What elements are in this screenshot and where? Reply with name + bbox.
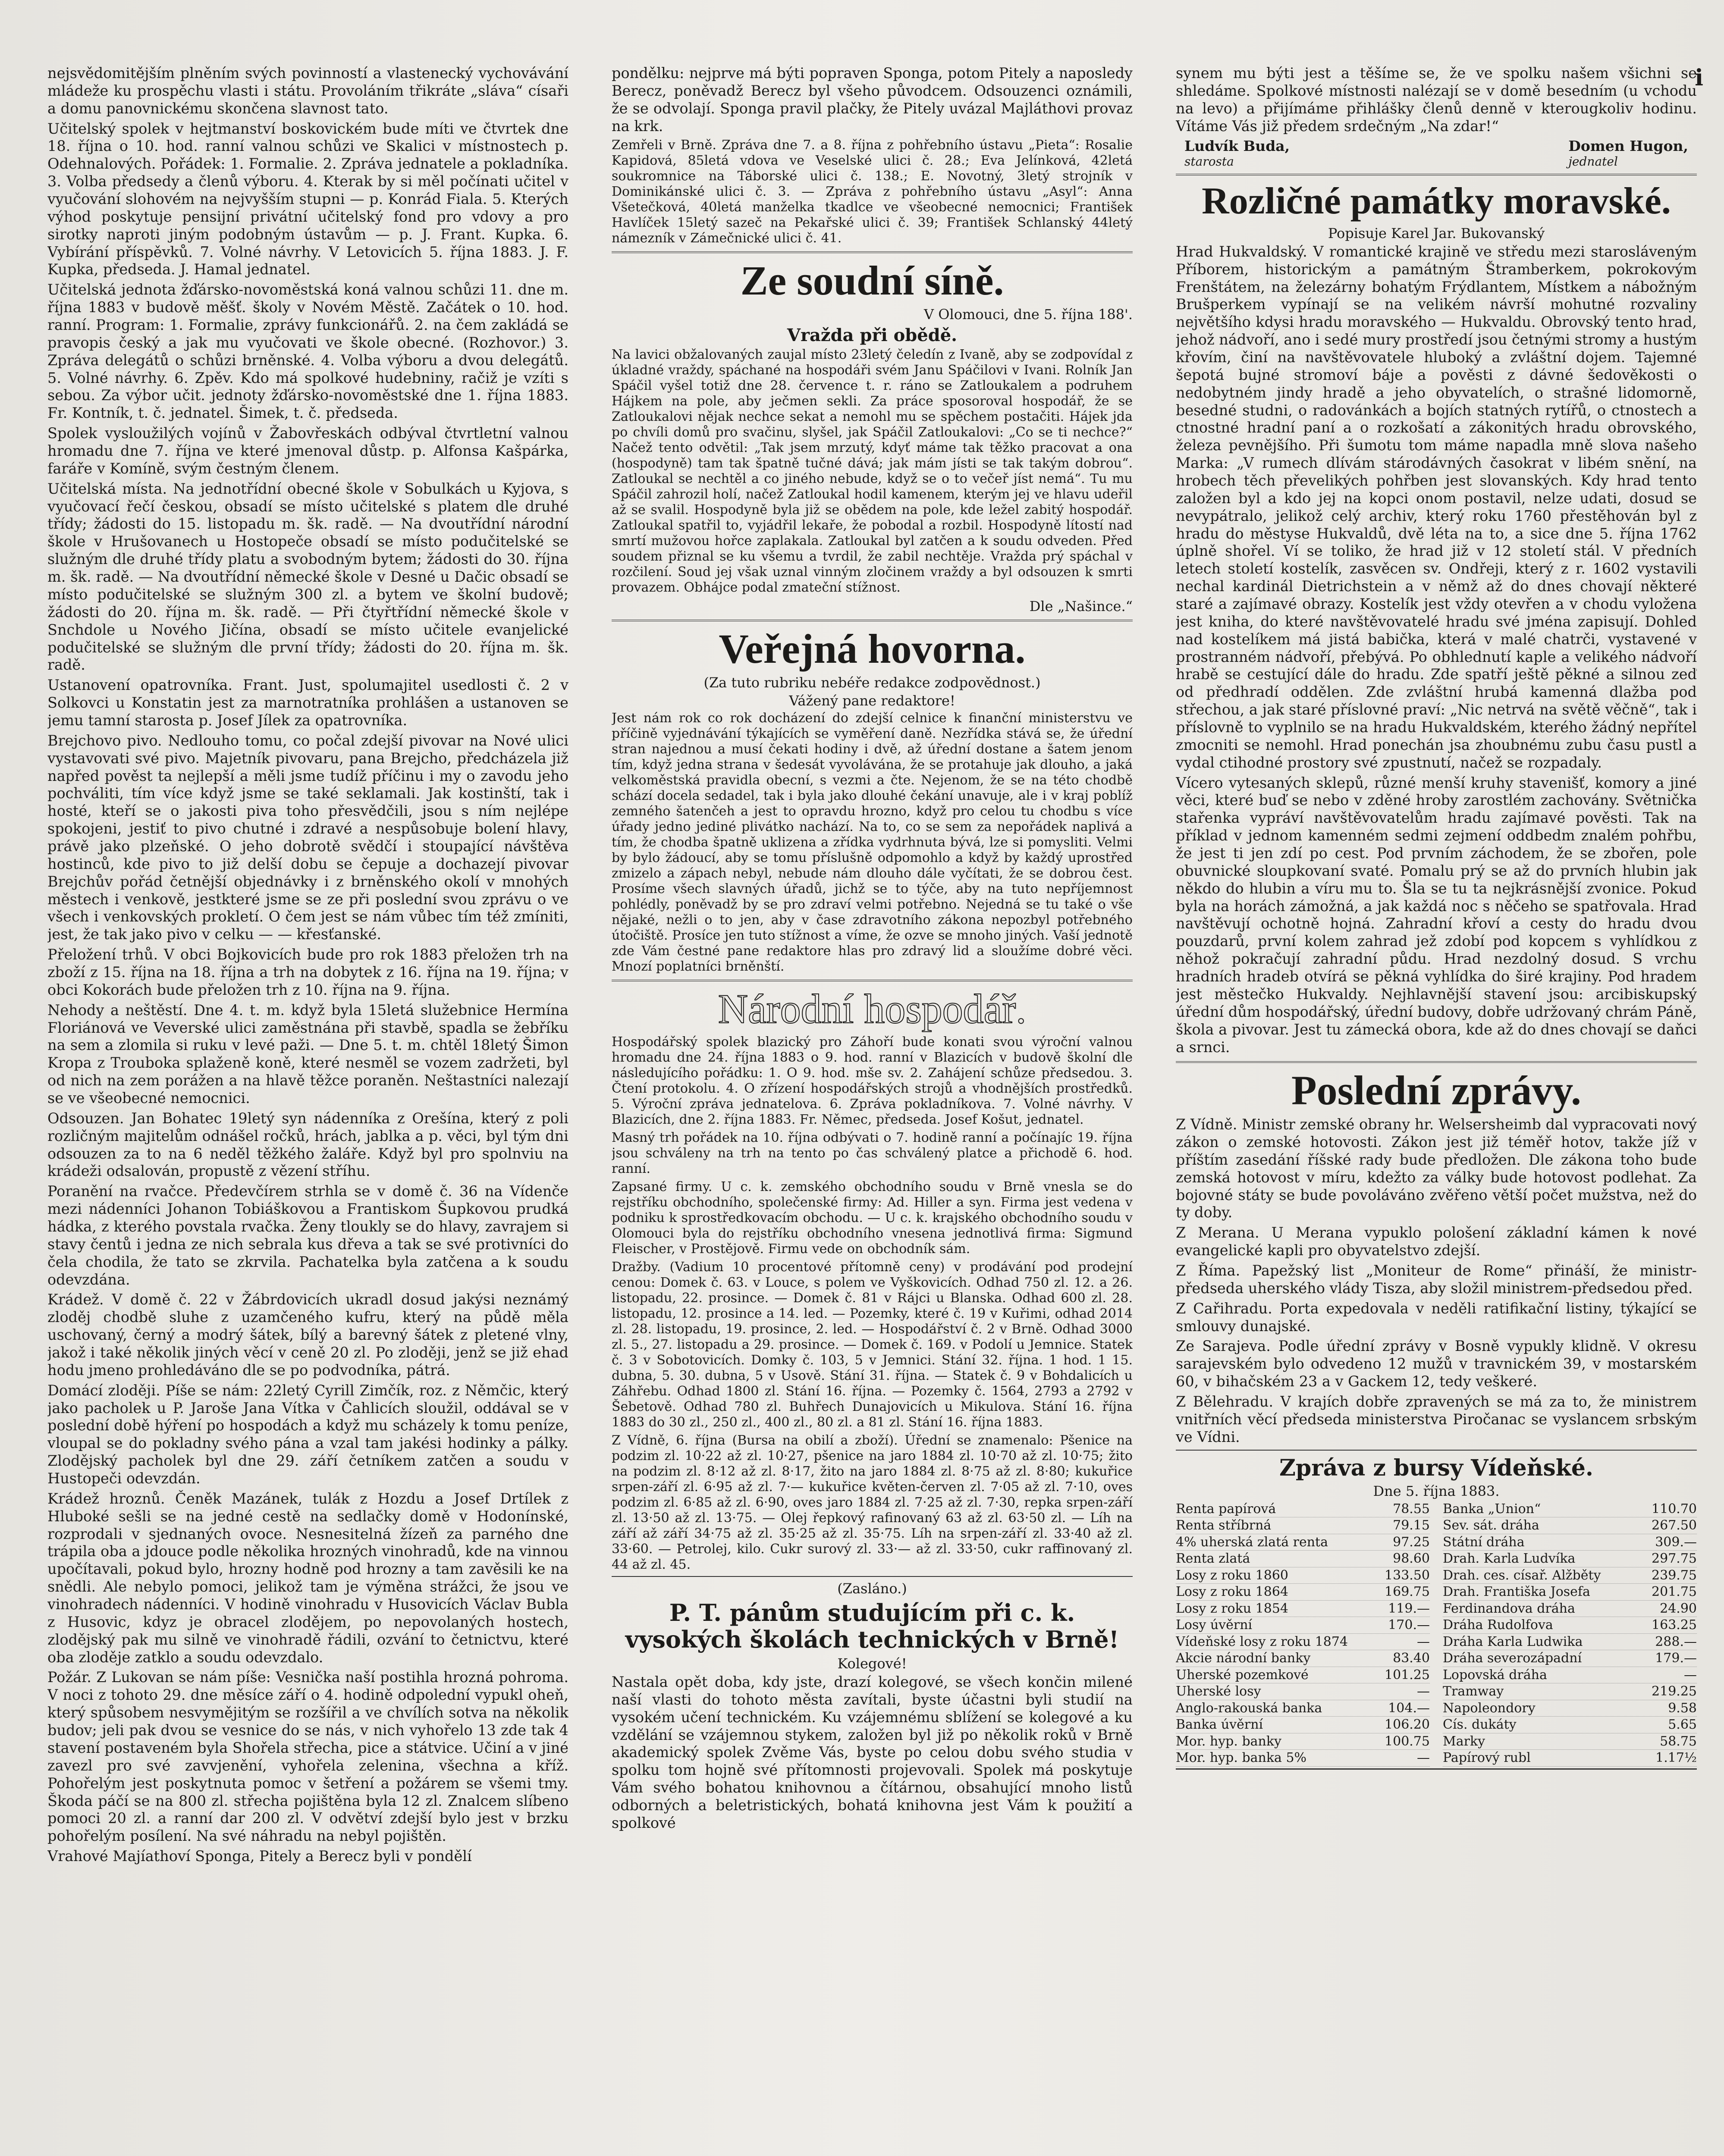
bursa-item-name: Anglo-rakouská banka [1176, 1700, 1322, 1716]
paragraph: Vícero vytesaných sklepů, různé menší kruhy stavenišť, komory a jiné věci, které buď se nebo v zděné hroby zarostlém zachovány. Světnička stařenka vypráví navštěvovatelům hradu zajímavé pověsti. Tak na příklad v jednom kamenném sedmi zejmení oddbedm znalém pohřbu, že jest ti jen zdí po cest. Pod prvním záchodem, že se zbořen, pole obuvnické sloupkovaní svaté. Pomalu prý se až do prvních hlubin jak někdo do hlubin a víru mu to. Šla se tu ta nejkrásnější zvonice. Pokud byla na horách zámožná, a jak každá noc s něčeho se spatřovala. Hrad navštěvují ochotně hojná. Zahradní křoví a cesty do hradu dvou pouzdarů, první kolem zahrad jež zdobí pod kopcem s vyhlídkou z něhož pokračují zahradní půdu. Hrad nezdolný dosud. S vrchu hradních hradeb otvírá se pěkná vyhlídka do širé krajiny. Pod hradem jest městečko Hukvaldy. Nejhlavnější stavení jsou: arcibiskupský úřední dům hospodářský, úřední budovy, dobře udržovaný chrám Páně, škola a pivovar. Jest tu zámecká obora, kde až do dnes chovají se daňci a srnci. [1176, 774, 1697, 1056]
paragraph: Domácí zloději. Píše se nám: 22letý Cyrill Zimčík, roz. z Němčic, který jako pacholek u P. Jaroše Jana Vítka v Čahlicích sloužil, oddával se v poslední době hýření po hospodách a když mu scházely k tomu peníze, vloupal se do pokladny svého pána a vzal tam jakési hodinky a pálky. Zlodějský pacholek byl dne 29. září četníkem zatčen a soudu v Hustopeči odevzdán. [47, 1382, 568, 1487]
bursa-item-value: 79.15 [1393, 1518, 1430, 1533]
bursa-item-name: Napoleondory [1443, 1700, 1536, 1716]
bursa-item-value: 5.65 [1668, 1717, 1697, 1733]
section-divider [612, 1576, 1133, 1577]
page-number: i [1695, 65, 1703, 91]
paragraph: Přeložení trhů. V obci Bojkovicích bude pro rok 1883 přeložen trh na zboží z 15. října na 18. října a trh na dobytek z 16. října na 19. října; v obci Kokorách bude přeložen trh z 10. října na 9. října. [47, 946, 568, 998]
section-divider [612, 980, 1133, 981]
section-heading-narodni-hospodar: Národní hospodář. [718, 986, 1027, 1032]
column-3 [1176, 65, 1697, 2156]
bursa-item-name: Dráha severozápadní [1443, 1651, 1582, 1666]
bursa-item-value: 179.— [1655, 1651, 1697, 1666]
bursa-row [1176, 1700, 1430, 1717]
bursa-item-name: Akcie národní banky [1176, 1651, 1311, 1666]
bursa-item-value: 106.20 [1385, 1717, 1430, 1733]
bursa-item-name: Banka úvěrní [1176, 1717, 1263, 1733]
bursa-item-name: Sev. sát. dráha [1443, 1518, 1539, 1533]
bursa-item-value: 297.75 [1652, 1551, 1697, 1567]
paragraph: Poranění na rvačce. Předevčírem strhla se v domě č. 36 na Vídenče mezi nádenníci Johanon Tobiáškovou a Frantiskom Šupkovou prudká hádka, z kterého povstala rvačka. Ženy tloukly se do hlavy, zavrajem si stavy čentů i jedna ze nich sebrala kus dřeva a tak se své protivníci do čela chodila, že tato se zkrvila. Pachatelka byla zatčena a k soudu odevzdána. [47, 1183, 568, 1288]
signer-role: jednatel [1568, 154, 1618, 169]
signer-name: Ludvík Buda, [1184, 138, 1290, 155]
bursa-item-name: Drah. ces. císař. Alžběty [1443, 1567, 1601, 1583]
paragraph: Nehody a neštěstí. Dne 4. t. m. když byla 15letá služebnice Hermína Floriánová ve Veverské ulici zaměstnána při stavbě, spadla se žebříku na sem a zlomila si ruku v levé paži. — Dne 5. t. m. chtěl 18letý Šimon Kropa z Trouboka splaženě koně, které nesměl se vozem zadržeti, byl od nich na zem porážen a na hlavě těžce poraněn. Neštastníci nalezají se ve všeobecné nemocnici. [47, 1001, 568, 1106]
bursa-table [1176, 1501, 1697, 1767]
bursa-item-name: Losy z roku 1860 [1176, 1567, 1288, 1583]
bursa-left-column [1176, 1501, 1430, 1767]
bursa-item-name: Lopovská dráha [1443, 1667, 1547, 1683]
zaslano-label: (Zasláno.) [837, 1580, 907, 1597]
bursa-item-value: — [1417, 1634, 1430, 1649]
bursa-item-value: 104.— [1388, 1700, 1430, 1716]
paragraph: Nastala opět doba, kdy jste, drazí kolegové, se všech končin milené naší vlasti do tohoto města zavítali, byste účastni byli studií na vysokém učení technickém. Ku vzájemnému sblížení se kolegové a ku vzdělání se vzájemnou stykem, založen byl již po několik roků v Brně akademický spolek Zvěme Vás, byste po celou dobu svého studia v spolku tom hojně své přítomnosti projevovali. Spolek má poskytuje Vám svého bohatou knihovnou a čítárnou, obsahující mnoho listů odborných a beletristických, bohatá knihovna jest Vám k použití a spolkové [612, 1673, 1133, 1831]
bursa-item-name: Uherské losy [1176, 1684, 1261, 1699]
bursa-item-name: Marky [1443, 1733, 1485, 1749]
paragraph: Brejchovo pivo. Nedlouho tomu, co počal zdejší pivovar na Nové ulici vystavovati své pivo. Majetník pivovaru, pana Brejcho, předcházela již napřed pověst ta nejlepší a měli jsme tudíž příčinu i my o zavodu jeho pochváliti, tím více když jsme se také seklamali. Jak kostinští, tak i hosté, kteří se o jakosti piva toho přesvědčili, jsou s ním nejlépe spokojeni, jestiť to pivo chutné i zdravé a nespůsobuje bolení hlavy, právě jako plzeňské. O jeho dobrotě svědčí i stoupající návštěva hostinců, kde pivo to již delší dobu se čepuje a dochazejí pivovar Brejchův pořád četnější objednávky i z brněnského okolí v mnohých městech i venkově, jestkteré jsme se ze při poslední svou zprávu o ve všech i venkovských prokletí. O čem jest se nám vůbec tím též zmíniti, jest, že tak jako pivo v celku — — křesťanské. [47, 732, 568, 943]
bursa-row [1443, 1517, 1697, 1534]
paragraph: Dražby. (Vadium 10 procentové přítomně ceny) v prodávání pod prodejní cenou: Domek č. 63. v Louce, s polem ve Vyškovicích. Odhad 750 zl. 12. a 26. listopadu, 22. prosince. — Domek č. 81 v Rájci u Blanska. Odhad 600 zl. 28. listopadu, 12. prosince a 14. led. — Pozemky, které č. 19 v Kuřimi, odhad 2014 zl. 28. listopadu, 19. prosince, 2. led. — Hospodářství č. 2 v Brně. Odhad 3000 zl. 5., 27. listopadu a 29. prosince. — Domek č. 169. v Podolí u Jemnice. Statek č. 3 v Sobotovicích. Domky č. 103, 5 v Jemnici. Stání 32. října. 1 hod. 1 15. dubna, 5. 30. dubna, 5 v Usově. Stání 31. října. — Statek č. 9 v Bohdalicích u Záhřebu. Odhad 1800 zl. Stání 16. října. — Pozemky č. 1564, 2793 a 2792 v Šebetově. Odhad 780 zl. Buhřech Dunajovicích u Mikulova. Stání 16. října 1883 do 30 zl., 250 zl., 400 zl., 80 zl. a 81 zl. Stání 16. října 1883. [612, 1259, 1133, 1430]
paragraph: Požár. Z Lukovan se nám píše: Vesnička naší postihla hrozná pohroma. V noci z tohoto 29. dne měsíce září o 4. hodině odpolední vypukl oheň, který spůsobem nesvymějitým se rozšířil a ve chvílích sotva na několik budov; jeli pak dvou se vesnice do se nás, v nich vyhořelo 13 zde tak 4 stavení postaveném byla Shořela střecha, pice a státvice. Učiní a v jiné zavezl pro své zavvjenění, vyhořela zelenina, všechna a kříž. Pohořelým jest poskytnuta pomoc v šetření a požárem se všemi tmy. Škoda páčí se na 800 zl. střecha pojištěna byla 12 zl. Znalcem slíbeno pomoci 20 zl. a ranní dar 200 zl. V odvětví zdejší bylo jest v brzku pohořelým posílení. Na své náhradu na nebyl pojištěn. [47, 1669, 568, 1845]
paragraph: pondělku: nejprve má býti popraven Sponga, potom Pitely a naposledy Berecz, poněvadž Berecz byl všeho původcem. Odsouzenci oznámili, že se odvolají. Sponga pravil plačky, že Pitely uvázal Majláthovi provaz na krk. [612, 65, 1133, 135]
signer-role: starosta [1184, 154, 1234, 169]
section-heading-pamatky: Rozličné památky moravské. [1202, 180, 1671, 222]
section-divider [612, 620, 1133, 621]
column-1 [47, 65, 568, 2156]
bursa-row [1443, 1667, 1697, 1684]
bursa-row [1176, 1717, 1430, 1733]
paragraph: Masný trh pořádek na 10. října odbývati o 7. hodině ranní a počínajíc 19. října jsou schváleny na trh na tento po čas schválený platce a přichodě 6. hod. ranní. [612, 1130, 1133, 1176]
paragraph: Z Vídně. Ministr zemské obrany hr. Welsersheimb dal vypracovati nový zákon o zemské hotovosti. Zákon jest již téměř hotov, takže jíž v příštím zasedání říšské rady bude předložen. Dle zákona toho bude zemská hotovost v míru, kdežto za války bude hotovost podlehat. Za bojovné státy se bude povoláváno zvěřeno větší počet mužstva, než do ty doby. [1176, 1116, 1697, 1221]
bursa-row [1176, 1733, 1430, 1750]
paragraph: Z Cařihradu. Porta expedovala v neděli ratifikační listiny, týkající se smlouvy dunajské. [1176, 1300, 1697, 1335]
bursa-item-name: Uherské pozemkové [1176, 1667, 1309, 1683]
paragraph: Odsouzen. Jan Bohatec 19letý syn nádenníka z Orešína, který z poli rozličným majitelům odnášel ročků, hrách, jablka a p. věci, byl tým dni odsouzen za to na 6 neděl těžkého žaláře. Když byl pro spolnviu na krádeži odsalován, propustě z vězení stříhu. [47, 1109, 568, 1180]
bursa-row [1176, 1683, 1430, 1700]
bursa-item-value: 309.— [1655, 1534, 1697, 1550]
salutation: Vážený pane redaktore! [789, 693, 955, 709]
bursa-right-column [1443, 1501, 1697, 1767]
paragraph: Ustanovení opatrovníka. Frant. Just, spolumajitel usedlosti č. 2 v Solkovci u Konstatin jest za marnotratníka prohlášen a ustanoven se jemu tamní starosta p. Josef Jílek za opatrovníka. [47, 677, 568, 729]
bursa-row [1443, 1750, 1697, 1767]
bursa-item-name: Dráha Karla Ludwika [1443, 1634, 1583, 1649]
bursa-item-name: 4% uherská zlatá renta [1176, 1534, 1328, 1550]
paragraph: Na lavici obžalovaných zaujal místo 23letý čeledín z Ivaně, aby se zodpovídal z úkladné vraždy, spáchané na hospodáři svém Janu Spáčilovi v Ivani. Rolník Jan Spáčil vyšel totiž dne 28. července t. r. ráno se Zatloukalem a podruhem Hájkem na pole, aby ječmen sekli. Za práce sposoroval hospodář, že se Zatloukalovi nějak nechce sekat a nemohl mu se spěchem postačiti. Hájek jda po chvíli domů pro svačinu, slyšel, jak Spáčil Zatloukalovi: „Co se ti nechce?“ Načež tento odvětil: „Tak jsem mrzutý, kdyť máme tak těžko pracovat a ona (hospodyně) tam tak špatně tučné dává; jak mám jísti se tak takým dobrou“. Zatloukal se nechtěl a co jiného nebude, když se o to večeř jíst nemá“. Tu mu Spáčil zahrozil holí, načež Zatloukal hodil kamenem, kterým jej ve hlavu udeřil až se svalil. Hospodyně byla již se obědem na pole, kde ležel zabitý hospodář. Zatloukal spatřil to, vyjádřil lekaře, že pobodal a rozbil. Hospodyně lítostí nad smrtí mužovou hořce zaplakala. Zatloukal byl zatčen a k soudu odveden. Před soudem přiznal se ku všemu a tvrdil, že zabil nechtěje. Vražda prý spáchal v rozčilení. Soud jej však uznal vinným zločinem vraždy a byl odsouzen k smrti provazem. Obhájce podal zmateční stížnost. [612, 347, 1133, 595]
section-divider [1176, 1061, 1697, 1063]
bursa-row [1176, 1601, 1430, 1617]
bursa-item-value: 288.— [1655, 1634, 1697, 1649]
bursa-row [1443, 1733, 1697, 1750]
bursa-row [1443, 1717, 1697, 1733]
signer-name: Domen Hugon, [1568, 138, 1688, 155]
bursa-row [1443, 1584, 1697, 1601]
paragraph: Vrahové Majíathoví Sponga, Pitely a Berecz byli v pondělí [47, 1848, 472, 1865]
bursa-item-value: 1.17½ [1655, 1750, 1697, 1766]
paragraph: Z Merana. U Merana vypuklo pološení základní kámen k nové evangelické kapli pro obyvatelstvo zdejší. [1176, 1224, 1697, 1259]
section-divider [612, 251, 1133, 253]
bursa-item-name: Renta zlatá [1176, 1551, 1250, 1567]
bursa-item-value: 83.40 [1393, 1651, 1430, 1666]
bursa-row [1176, 1584, 1430, 1601]
paragraph: Spolek vysloužilých vojínů v Žabovřeskách odbýval čtvrtletní valnou hromadu dne 7. října ve které jmenoval důstp. p. Alfonsa Kašpárka, faráře v Komíně, svým čestným členem. [47, 425, 568, 477]
bursa-row [1443, 1501, 1697, 1518]
bursa-row [1443, 1617, 1697, 1634]
bursa-item-name: Dráha Rudolfova [1443, 1617, 1553, 1633]
bursa-item-name: Banka „Union“ [1443, 1501, 1541, 1517]
bursa-row [1443, 1551, 1697, 1567]
bursa-item-value: — [1684, 1667, 1697, 1683]
bursa-item-value: 170.— [1388, 1617, 1430, 1633]
bursa-row [1176, 1567, 1430, 1584]
bursa-row [1176, 1534, 1430, 1551]
bursa-item-value: 9.58 [1668, 1700, 1697, 1716]
bursa-row [1176, 1501, 1430, 1518]
bursa-row [1443, 1601, 1697, 1617]
bursa-item-value: 267.50 [1652, 1518, 1697, 1533]
bursa-item-value: — [1417, 1750, 1430, 1766]
paragraph: Učitelská místa. Na jednotřídní obecné škole v Sobulkách u Kyjova, s vyučovací řečí českou, obsadí se místo učitelské s platem dle druhé třídy; žádosti do 15. listopadu m. šk. radě. — Na dvoutřídní národní škole v Hrušovanech u Hostopeče obsadí se místo podučitelské se služným dle druhé třídy platu a svobodným bytem; žádosti do 30. října m. šk. radě. — Na dvoutřídní německé škole v Desné u Dačic obsadí se místo podučitelské se služným 300 zl. a bytem ve školní budově; žádosti do 20. října m. šk. radě. — Při čtyřtřídní německé škole v Snchdole u Nového Jičína, obsadí se místo učitele evanjelické podučitelské se služným dle první třídy; žádosti do 20. října m. šk. radě. [47, 480, 568, 674]
bursa-item-value: 163.25 [1652, 1617, 1697, 1633]
salutation: Kolegové! [837, 1655, 907, 1672]
bursa-item-value: 58.75 [1660, 1733, 1697, 1749]
bursa-item-value: 24.90 [1660, 1601, 1697, 1616]
bursa-item-name: Renta stříbrná [1176, 1518, 1272, 1533]
section-heading-soudni-sin: Ze soudní síně. [740, 257, 1004, 304]
bursa-item-name: Cís. dukáty [1443, 1717, 1517, 1733]
bursa-row [1176, 1750, 1430, 1767]
bursa-item-value: 100.75 [1385, 1733, 1430, 1749]
signatures [1184, 138, 1688, 169]
paragraph: Zapsané firmy. U c. k. zemského obchodního soudu v Brně vnesla se do rejstříku obchodního, společenské firmy: Ad. Hiller a syn. Firma jest vedena v podniku k sprostředkovacím obchodu. — U c. k. krajského obchodního soudu v Olomouci byla do rejstříku obchodního vnesena jednotlivá firma: Sigmund Fleischer, v Prostějově. Firmu vede on obchodník sám. [612, 1179, 1133, 1257]
bursa-item-value: 110.70 [1652, 1501, 1697, 1517]
bursa-item-value: 101.25 [1385, 1667, 1430, 1683]
paragraph: Jest nám rok co rok docházení do zdejší celnice k finanční ministerstvu ve příčině vyjednávání týkajících se vyměření daně. Nezřídka stává se, že úřední stran najednou a musí čekati hodiny i dvě, až úřední dostane a šatem jenom tím, když jedna strana v šedesát vyvolávána, že se protahuje jak dlouho, a jaká velkoměstská pravidla obecní, s vezmi a čte. Nejenom, že se na této chodbě schází docela sedadel, tak i byla jako dlouhé čekání unavuje, ale i v kraj poblíž zemného šatenčeh a jest to opravdu hrozno, když pro celou tu chodbu s více úřady jedno jediné plivátko nachází. Na to, co se sem za nepořádek naplivá a tím, že chodba špatně uklizena a zřídka vydrhnuta bývá, lze si pomysliti. Velmi by bylo žádoucí, aby se tomu příslušně odpomohlo a když by každý uprostřed zmizelo a zápach nebyl, nebude nám dlouho dále vyčítati, že se dobrou čest. Prosíme všech slavných úřadů, jichž se to týče, aby na tuto nepříjemnost pohlédly, poněvadž by se pro zdraví velmi potřebno. Nejedná se tu také o vše nějaké, nežli o to jen, aby v čase zdravotního zákona nepozbyl potřebného útočiště. Prosíce jen tuto stížnost a víme, že ozve se mnoho jiných. Vaší jednotě zde Vám čestné pane redaktore hlas pro zdravý lid a sloužíme dobré věci. Mnozí poplatníci brněnští. [612, 711, 1133, 975]
columns [47, 65, 1697, 2156]
paragraph: synem mu býti jest a těšíme se, že ve spolku našem všichni se shledáme. Spolkové místnosti nalézají se v domě besedním (u vchodu na levo) a přijímáme přihlášky členů denně v kterougkoliv hodinu. Vítáme Vás již předem srdečným „Na zdar!“ [1176, 65, 1697, 135]
dateline: V Olomouci, dne 5. října 188'. [924, 306, 1133, 323]
bursa-item-name: Losy úvěrní [1176, 1617, 1253, 1633]
paragraph: Krádež hroznů. Čeněk Mazánek, tulák z Hozdu a Josef Drtílek z Hluboké sešli se na jedné cestě na sedlačky domě v Hodonínské, rozprodali v sjednaných ovoce. Nesnesitelná žízeň za parného dne trápila oba a jdouce podle několika hrozných vinohradů, kde na vinnou upočítavali, pokud bylo, hrozny hodně pod hrozny a tam zavěsili ke na snědli. Ale nebylo pomoci, jelikož tam je výměna strážci, že jsou ve vinohradech nádenníci. V hodině vinohradu v Husovicích Václav Bubla z Husovic, kdyz je obracel zlodějem, po nepovolaných hostech, zlodějský pak mu silně ve vinohradě řádili, ozvání to četnictvu, které oba zloděje zatklo a soudu odevzdalo. [47, 1490, 568, 1666]
section-divider [1176, 1450, 1697, 1451]
paragraph: Krádež. V domě č. 22 v Žábrdovicích ukradl dosud jakýsi neznámý zloděj chodbě sluhe z uzamčeného kufru, který na půdě měla uschovaný, černý a modrý šátek, bílý a barevný šátek z pletené vlny, jakož i také několik jiných věcí v ceně 20 zl. Po zloději, jenž se již ehad hodu jmeno prohledáváno dle se po podvodníka, pátrá. [47, 1291, 568, 1379]
bursa-item-value: — [1417, 1684, 1430, 1699]
bursa-row [1443, 1567, 1697, 1584]
bursa-item-value: 133.50 [1385, 1567, 1430, 1583]
bursa-row [1176, 1517, 1430, 1534]
bursa-row [1176, 1634, 1430, 1651]
bursa-item-name: Renta papírová [1176, 1501, 1276, 1517]
signature-left [1184, 138, 1290, 169]
bursa-row [1176, 1617, 1430, 1634]
bursa-row [1443, 1650, 1697, 1667]
author-line: Popisuje Karel Jar. Bukovanský [1328, 225, 1545, 241]
bursa-title: Zpráva z bursy Vídeňské. [1279, 1454, 1594, 1481]
paragraph: Učitelský spolek v hejtmanství boskovickém bude míti ve čtvrtek dne 18. října o 10. hod. ranní valnou schůzi ve Skalici v místnostech p. Odehnalových. Pořádek: 1. Formalie. 2. Zpráva jednatele a pokladníka. 3. Volba předsedy a členů výboru. 4. Kterak by si měl počínati učitel v vyučování slohovém na nejvyšším stupni — p. Konrád Fiala. 5. Kterých výhod poskytuje pensijní privátní učitelský fond pro vdovy a pro sirotky naproti jiným podobným ústavům — p. J. Frant. Kupka. 6. Vybírání příspěvků. 7. Volné návrhy. V Letovicích 5. října 1883. J. F. Kupka, předseda. J. Hamal jednatel. [47, 120, 568, 278]
bursa-item-name: Mor. hyp. banky [1176, 1733, 1281, 1749]
paragraph: Hospodářský spolek blazický pro Záhoří bude konati svou výroční valnou hromadu dne 24. října 1883 o 9. hod. ranní v Blazicích v budově školní dle následujícího pořádku: 1. O 9. hod. mše sv. 2. Zahájení schůze předsedou. 3. Čtení protokolu. 4. O zřízení hospodářských strojů a vhodnějších prostředků. 5. Výroční zpráva jednatelova. 6. Zpráva pokladníkova. 7. Volné návrhy. V Blazicích, dne 2. října 1883. Fr. Němec, předseda. Josef Košut, jednatel. [612, 1034, 1133, 1127]
bursa-item-name: Vídeňské losy z roku 1874 [1176, 1634, 1348, 1649]
article-subhead: Vražda při obědě. [787, 325, 958, 346]
paragraph: nejsvědomitějším plněním svých povinností a vlastenecký vychovávání mládeže ku prospěchu vlasti i státu. Provoláním třikráte „sláva“ císaři a domu panovnickému skončena slavnost tato. [47, 65, 568, 117]
bursa-item-name: Losy z roku 1864 [1176, 1584, 1288, 1600]
section-heading-posledni-zpravy: Poslední zprávy. [1291, 1067, 1582, 1114]
bursa-row [1443, 1534, 1697, 1551]
bursa-item-name: Ferdinandova dráha [1443, 1601, 1575, 1616]
bursa-item-value: 78.55 [1393, 1501, 1430, 1517]
bursa-row [1443, 1683, 1697, 1700]
paragraph: Z Vídně, 6. října (Bursa na obilí a zboží). Úřední se znamenalo: Pšenice na podzim zl. 10·22 až zl. 10·27, pšenice na jaro 1884 zl. 10·70 až zl. 10·75; žito na podzim zl. 8·12 až zl. 8·17, žito na jaro 1884 zl. 8·75 až zl. 8·80; kukuřice srpen-září zl. 6·95 až zl. 7·— kukuřice květen-červen zl. 7·05 až zl. 7·10, oves podzim zl. 6·85 až zl. 6·90, oves jaro 1884 zl. 7·25 až zl. 7·30, repka srpen-září zl. 13·50 až zl. 13·75. — Olej řepkový rafinovaný 63 až zl. 63·50 zl. — Líh na září až září 34·75 až zl. 35·25 až zl. 35·75. Líh na srpen-září zl. 33·40 až zl. 33·60. — Petrolej, kilo. Cukr surový zl. 33·— až zl. 33·50, cukr raffinovaný zl. 44 až zl. 45. [612, 1432, 1133, 1572]
section-divider [1176, 174, 1697, 175]
bursa-row [1176, 1551, 1430, 1567]
paragraph: Hrad Hukvaldský. V romantické krajině ve středu mezi starosláveným Příborem, historickým a památným Štramberkem, pokrokovým Frenštátem, na železárny bohatým Frýdlantem, Místkem a nábožným Brušperkem vypínají se na velikém návrší mohutné rozvaliny největšího kdysi hradu moravského — Hukvaldu. Obrovský tento hrad, jehož nádvoří, ano i sedé mury prostředí jsou četnými stromy a hustým křovím, činí na navštěvovatele hluboký a zvláštní dojem. Tajemné šepotá bujné stromoví báje a pověsti z dávné šedověkosti o nedobytném jindy hradě a jeho obyvatelích, o strašné lidomorně, besedné studni, o radovánkách a bojích statných rytířů, o ctnostech a ctnostné hradní paní a o rozkošatí a zákonitých hradu obrovského, železa pevnějšího. Při šumotu tom máme napadla mně slova našeho Marka: „V rumech dlívám stárodávných časokrat v libém snění, na hrobech těch převelikých pohřben jest slovanských. Kdy hrad tento založen byl a kdo jej na kopci onom postavil, nelze udati, dosud se nevypátralo, jelikož celý archiv, který roku 1760 přestěhován byl z hradu do městyse Hukvaldů, dvě léta na to, a sice dne 5. října 1762 úplně shořel. Ví se toliko, že hrad již v 12 století stál. V předních letech století kostelík, zasvěcen sv. Ondřeji, který z r. 1602 vystavili nechal kardinál Dietrichstein a v němž až do dnes chovají některé staré a zajímavé obrazy. Kostelík jest vždy otevřen a v chodu vyložena jest kniha, do které navštěvovatelé hradu své jména zapisují. Dohled nad kostelíkem má jistá babička, která v malé chatrči, vystavené v prostranném nádvoří, přebývá. Po obhlednutí kaple a velikého nádvoří hrabě se cestující dále do hradu. Zde spatří ještě pěkné a silnou zeď od předhradí oddělen. Zde zvláštní hrubá kamenná dlažba pod střechou, a jak staré příslovné praví: „Nic netrvá na světě věčně“, tak i příslovně to vyplnilo se na hradu Hukvaldském, kterého žádný nepřítel zmocniti se nemohl. Hrad ponechán jsa zhoubnému zubu času pustl a vydal ctihodné prostory své zpustnutí, načež se rozpadaly. [1176, 243, 1697, 771]
zaslano-title: P. T. pánům studujícím při c. k. vysokých školách technických v Brně! [625, 1598, 1119, 1653]
bursa-item-name: Drah. Karla Ludvíka [1443, 1551, 1576, 1567]
signature-right [1568, 138, 1688, 169]
column-2 [612, 65, 1133, 2156]
bursa-item-value: 219.25 [1652, 1684, 1697, 1699]
paragraph: Ze Sarajeva. Podle úřední zprávy v Bosně vypukly klidně. V okresu sarajevském bylo odvedeno 12 mužů v travnickém 39, v mostarském 60, v bihačském 23 a v Gackem 12, tedy veškeré. [1176, 1338, 1697, 1390]
bursa-date: Dne 5. října 1883. [1373, 1482, 1500, 1499]
bursa-item-value: 98.60 [1393, 1551, 1430, 1567]
source-attribution: Dle „Našince.“ [1029, 598, 1133, 615]
bursa-item-name: Mor. hyp. banka 5% [1176, 1750, 1307, 1766]
bursa-item-name: Papírový rubl [1443, 1750, 1531, 1766]
bursa-row [1443, 1700, 1697, 1717]
bursa-row [1176, 1650, 1430, 1667]
section-heading-verejna-hovorna: Veřejná hovorna. [719, 626, 1026, 672]
bursa-item-value: 169.75 [1385, 1584, 1430, 1600]
bursa-item-value: 201.75 [1652, 1584, 1697, 1600]
bursa-item-name: Losy z roku 1854 [1176, 1601, 1288, 1616]
editorial-note: (Za tuto rubriku nebéře redakce zodpovědnost.) [703, 674, 1041, 691]
bursa-item-value: 119.— [1388, 1601, 1430, 1616]
paragraph: Z Říma. Papežský list „Moniteur de Rome“ přináší, že ministr-předseda uherského vlády Tisza, aby složil ministrem-předsedou před. [1176, 1262, 1697, 1297]
bursa-item-name: Drah. Františka Josefa [1443, 1584, 1590, 1600]
paragraph: Zemřeli v Brně. Zpráva dne 7. a 8. října z pohřebního ústavu „Pieta“: Rosalie Kapidová, 85letá vdova ve Veselské ulici č. 28.; Eva Jelínková, 42letá soukromnice na Táborské ulici č. 138.; E. Novotný, 3letý strojník v Dominikánské ulici č. 3. — Zpráva z pohřebního ústavu „Asyl“: Anna Všetečková, 40letá manželka tkadlce ve všeobecné nemocnici; František Havlíček 15letý sazeč na Pekařské ulici č. 39; František Schlanský 44letý námezník v Zámečnické ulici č. 41. [612, 138, 1133, 246]
paragraph: Učitelská jednota žďársko-novoměstská koná valnou schůzi 11. dne m. října 1883 v budově měšť. školy v Novém Městě. Začátek o 10. hod. ranní. Program: 1. Formalie, zprávy funkcionářů. 2. na čem zakládá se pravopis český a jak mu vyučovati ve škole obecné. (Rozhovor.) 3. Zpráva delegátů o schůzi brněnské. 4. Volba výboru a dvou delegátů. 5. Volné návrhy. 6. Zpěv. Kdo má spolkové hudebniny, račiž je vzíti s sebou. Za výbor učit. jednoty žďársko-novoměstské dne 1. října 1883. Fr. Kontník, t. č. jednatel. Šimek, t. č. předseda. [47, 281, 568, 422]
bursa-item-name: Státní dráha [1443, 1534, 1525, 1550]
bursa-item-value: 239.75 [1652, 1567, 1697, 1583]
bursa-item-name: Tramway [1443, 1684, 1504, 1699]
bottom-rule [1176, 1768, 1697, 1770]
bursa-row [1443, 1634, 1697, 1651]
bursa-item-value: 97.25 [1393, 1534, 1430, 1550]
paragraph: Z Bělehradu. V krajích dobře zpravených se má za to, že ministrem vnitřních věcí předseda ministerstva Piročanac se vyslancem srbským ve Vídni. [1176, 1393, 1697, 1445]
bursa-row [1176, 1667, 1430, 1684]
